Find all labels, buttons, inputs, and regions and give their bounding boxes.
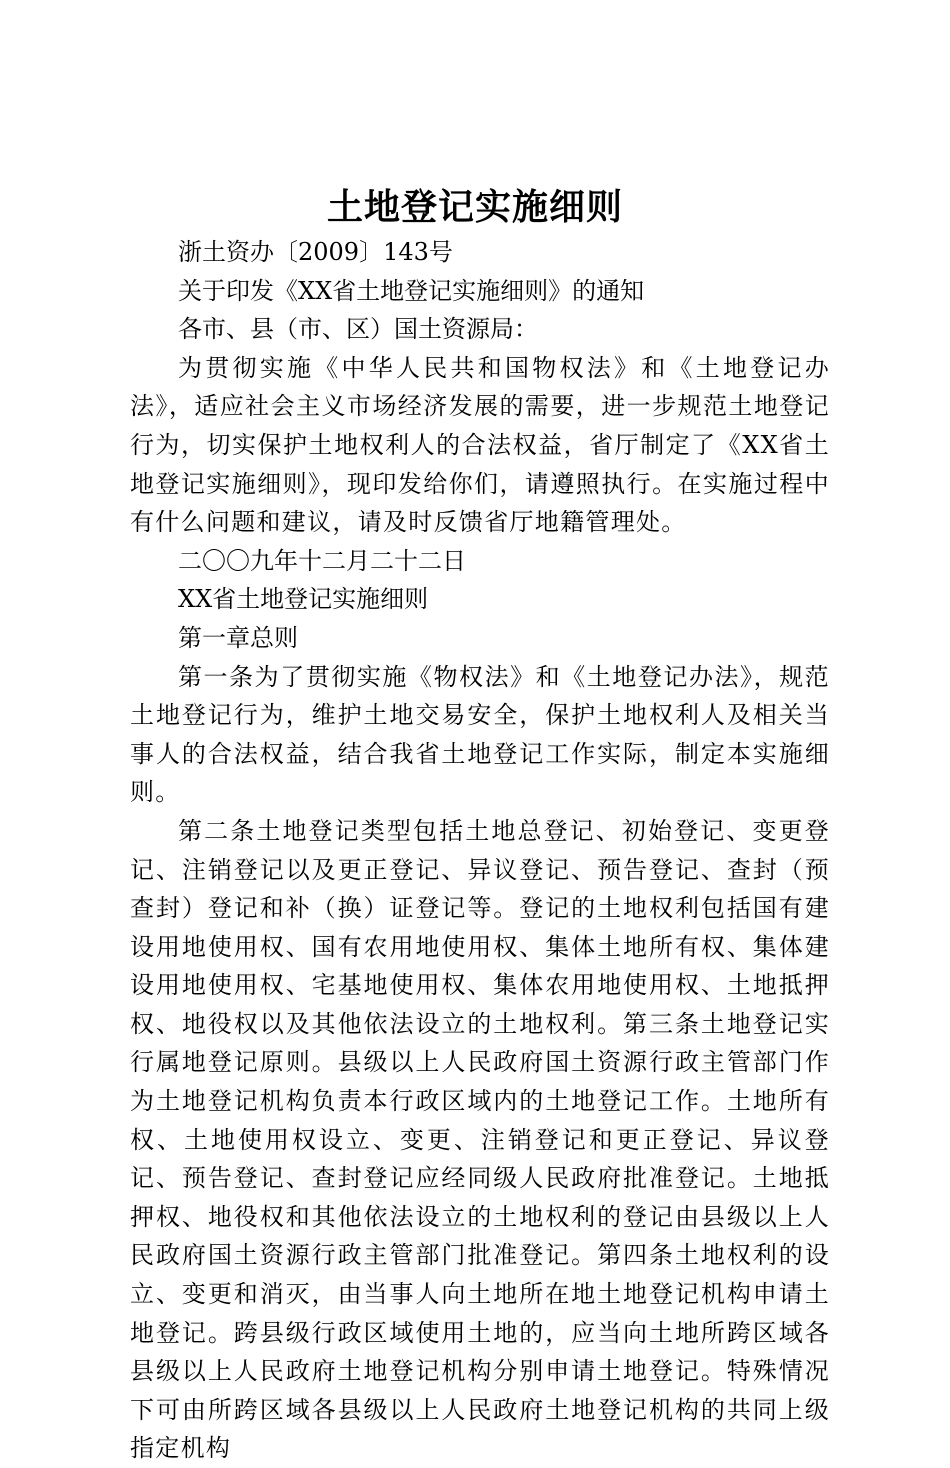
document-body — [130, 233, 830, 1468]
notice-title: 关于印发《XX省土地登记实施细则》的通知 — [178, 276, 645, 305]
rules-title: XX省土地登记实施细则 — [178, 585, 429, 614]
document-title: 土地登记实施细则 — [326, 186, 623, 228]
article-1-paragraph: 第一条为了贯彻实施《物权法》和《土地登记办法》，规范土地登记行为，维护土地交易安全，保护土地权利人及相关当事人的合法权益，结合我省土地登记工作实际，制定本实施细则。 — [130, 662, 830, 807]
doc-number: 浙土资办〔2009〕143号 — [178, 238, 453, 266]
article-2-paragraph: 第二条土地登记类型包括土地总登记、初始登记、变更登记、注销登记以及更正登记、异议登记、预告登记、查封（预查封）登记和补（换）证登记等。登记的土地权利包括国有建设用地使用权、国有农用地使用权、集体土地所有权、集体建设用地使用权、宅基地使用权、集体农用地使用权、土地抵押权、地役权以及其他依法设立的土地权利。第三条土地登记实行属地登记原则。县级以上人民政府国土资源行政主管部门作为土地登记机构负责本行政区域内的土地登记工作。土地所有权、土地使用权设立、变更、注销登记和更正登记、异议登记、预告登记、查封登记应经同级人民政府批准登记。土地抵押权、地役权和其他依法设立的土地权利的登记由县级以上人民政府国土资源行政主管部门批准登记。第四条土地权利的设立、变更和消灭，由当事人向土地所在地土地登记机构申请土地登记。跨县级行政区域使用土地的，应当向土地所跨区域各县级以上人民政府土地登记机构分别申请土地登记。特殊情况下可由所跨区域各县级以上人民政府土地登记机构的共同上级指定机构 — [130, 816, 830, 1463]
recipients: 各市、县（市、区）国土资源局： — [178, 315, 538, 344]
issue-date: 二〇〇九年十二月二十二日 — [178, 546, 466, 575]
intro-paragraph: 为贯彻实施《中华人民共和国物权法》和《土地登记办法》，适应社会主义市场经济发展的需要，进一步规范土地登记行为，切实保护土地权利人的合法权益，省厅制定了《XX省土地登记实施细则》，现印发给你们，请遵照执行。在实施过程中有什么问题和建议，请及时反馈省厅地籍管理处。 — [130, 353, 830, 537]
chapter-heading: 第一章总则 — [178, 623, 298, 652]
